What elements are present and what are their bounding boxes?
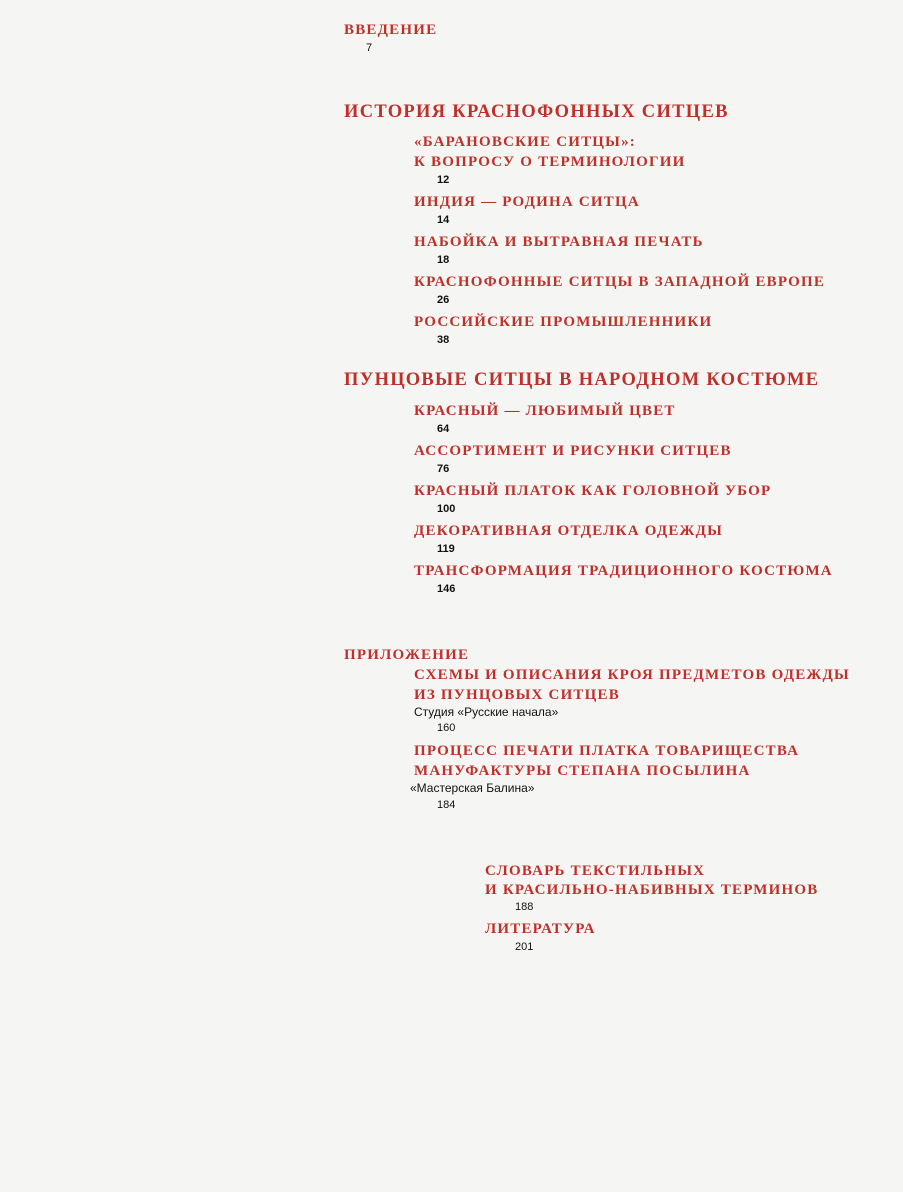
section-title-history[interactable]: ИСТОРИЯ КРАСНОФОННЫХ СИТЦЕВ xyxy=(344,102,729,122)
toc-entry-western-europe[interactable]: КРАСНОФОННЫЕ СИТЦЫ В ЗАПАДНОЙ ЕВРОПЕ xyxy=(414,274,826,290)
toc-entry-decoration[interactable]: ДЕКОРАТИВНАЯ ОТДЕЛКА ОДЕЖДЫ xyxy=(414,523,724,539)
page-number: 38 xyxy=(437,334,450,346)
toc-entry-transformation[interactable]: ТРАНСФОРМАЦИЯ ТРАДИЦИОННОГО КОСТЮМА xyxy=(414,563,833,579)
toc-entry-patterns-2[interactable]: ИЗ ПУНЦОВЫХ СИТЦЕВ xyxy=(414,687,620,703)
toc-entry-printing-2[interactable]: МАНУФАКТУРЫ СТЕПАНА ПОСЫЛИНА xyxy=(414,763,751,779)
page-number-intro: 7 xyxy=(366,42,373,54)
toc-entry-baranov-1[interactable]: «БАРАНОВСКИЕ СИТЦЫ»: xyxy=(414,134,636,150)
page-number: 64 xyxy=(437,423,450,435)
page-number: 146 xyxy=(437,583,456,595)
toc-entry-red-kerchief[interactable]: КРАСНЫЙ ПЛАТОК КАК ГОЛОВНОЙ УБОР xyxy=(414,483,772,499)
page-number: 201 xyxy=(515,941,534,953)
toc-entry-printing-1[interactable]: ПРОЦЕСС ПЕЧАТИ ПЛАТКА ТОВАРИЩЕСТВА xyxy=(414,743,800,759)
toc-entry-baranov-2[interactable]: К ВОПРОСУ О ТЕРМИНОЛОГИИ xyxy=(414,154,686,170)
toc-entry-red-color[interactable]: КРАСНЫЙ — ЛЮБИМЫЙ ЦВЕТ xyxy=(414,403,676,419)
author-credit: Студия «Русские начала» xyxy=(414,705,559,719)
author-credit: «Мастерская Балина» xyxy=(410,781,535,795)
page-number: 18 xyxy=(437,254,450,266)
toc-entry-intro[interactable]: ВВЕДЕНИЕ xyxy=(344,22,438,38)
page-number: 184 xyxy=(437,799,456,811)
page-number: 14 xyxy=(437,214,450,226)
page-number: 100 xyxy=(437,503,456,515)
page-number: 119 xyxy=(437,543,455,555)
toc-entry-patterns-1[interactable]: СХЕМЫ И ОПИСАНИЯ КРОЯ ПРЕДМЕТОВ ОДЕЖДЫ xyxy=(414,667,850,683)
toc-entry-industrialists[interactable]: РОССИЙСКИЕ ПРОМЫШЛЕННИКИ xyxy=(414,314,713,330)
section-title-costume[interactable]: ПУНЦОВЫЕ СИТЦЫ В НАРОДНОМ КОСТЮМЕ xyxy=(344,370,820,390)
toc-entry-assortment[interactable]: АССОРТИМЕНТ И РИСУНКИ СИТЦЕВ xyxy=(414,443,732,459)
section-title-appendix[interactable]: ПРИЛОЖЕНИЕ xyxy=(344,647,470,663)
page-number: 160 xyxy=(437,722,456,734)
toc-entry-naboika[interactable]: НАБОЙКА И ВЫТРАВНАЯ ПЕЧАТЬ xyxy=(414,234,704,250)
page-number: 26 xyxy=(437,294,450,306)
toc-entry-india[interactable]: ИНДИЯ — РОДИНА СИТЦА xyxy=(414,194,640,210)
toc-entry-glossary-2[interactable]: И КРАСИЛЬНО-НАБИВНЫХ ТЕРМИНОВ xyxy=(485,882,819,898)
toc-entry-glossary-1[interactable]: СЛОВАРЬ ТЕКСТИЛЬНЫХ xyxy=(485,863,706,879)
page-number: 76 xyxy=(437,463,450,475)
toc-entry-literature[interactable]: ЛИТЕРАТУРА xyxy=(485,921,596,937)
page-number: 12 xyxy=(437,174,450,186)
page-number: 188 xyxy=(515,901,534,913)
